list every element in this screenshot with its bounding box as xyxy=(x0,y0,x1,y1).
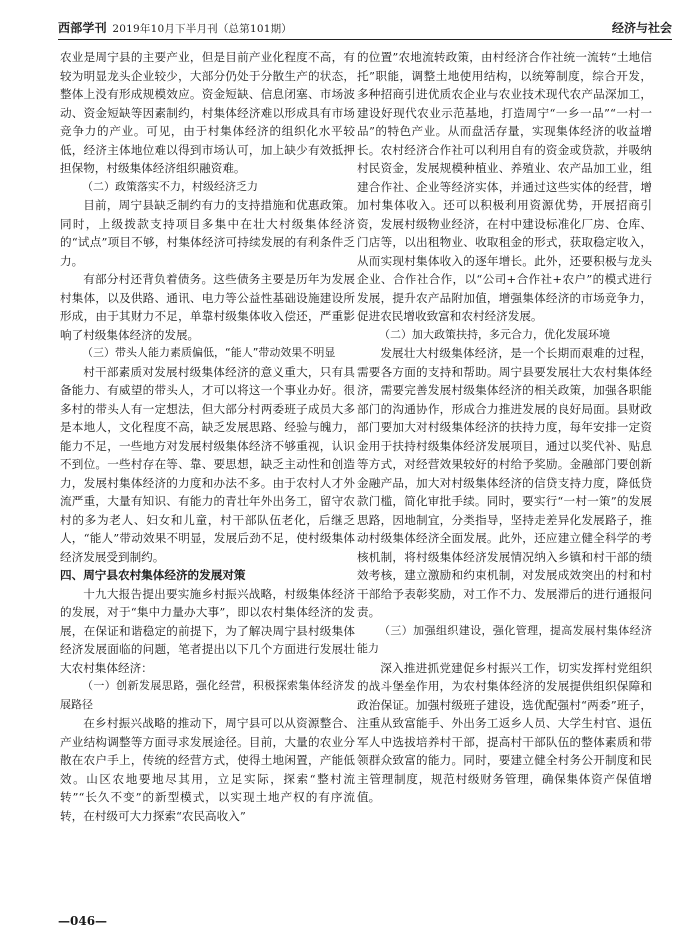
journal-masthead xyxy=(58,19,292,36)
body-paragraph: 深入推进抓党建促乡村振兴工作，切实发挥村党组织的战斗堡垒作用，为农村集体经济的发展提供组织保障和政治保证。加强村级班子建设，选优配强村“两委”班子，注重从致富能手、外出务工返乡人员、大学生村官、退伍军人中选拔培养村干部，提高村干部队伍的整体素质和带领群众致富的能力。同时，要建立健全村务公开制度和民主管理制度，规范村级财务管理，确保集体资产保值增值。 xyxy=(357,660,652,804)
section-heading: （三）带头人能力素质偏低，“能人”带动效果不明显 xyxy=(82,346,336,359)
body-paragraph: 十九大报告提出要实施乡村振兴战略，村级集体经济的发展，对于“集中力量办大事”，即以农村集体经济的发展，在保证和谐稳定的前提下，为了解决周宁县村级集体经济发展面临的问题，笔者提出以下几个方面进行发展壮大农村集体经济： xyxy=(60,586,355,675)
body-paragraph: 农业是周宁县的主要产业，但是目前产业化程度不高，有较为明显龙头企业较少，大部分仍处于分散生产的状态，整体上没有形成规模效应。资金短缺、信息闭塞、市场波动、资金短缺等因素制约，村集体经济难以形成具有市场竞争力的产业。可见，由于村集体经济的组织化水平较低，经济主体地位难以得到市场认可，加上缺少有效抵押担保物，村级集体经济组织融资难。 xyxy=(60,50,355,175)
body-paragraph: 村干部素质对发展村级集体经济的意义重大，只有具备能力、有威望的带头人，才可以将这一个事业办好。很多村的带头人有一定想法，但大部分村两委班子成员大多是本地人，文化程度不高，缺乏发展思路、经验与魄力，能力不足，一些地方对发展村级集体经济不够重视，认识不到位。一些村存在等、靠、要思想，缺乏主动性和创造力，发展村集体经济的力度和办法不多。由于农村人才外流严重，大量有知识、有能力的青壮年外出务工，留守农村的多为老人、妇女和儿童，村干部队伍老化，后继乏人，“能人”带动效果不明显，发展后劲不足，使村级集体经济发展受到制约。 xyxy=(60,364,355,564)
page-header xyxy=(58,14,672,40)
body-paragraph: 发展壮大村级集体经济，是一个长期而艰难的过程，需要各方面的支持和帮助。周宁县要发展壮大农村集体经济，需要完善发展村级集体经济的相关政策，加强各职能部门的沟通协作，形成合力推进发展的良好局面。县财政部门要加大对村级集体经济的扶持力度，每年安排一定资金用于扶持村级集体经济发展项目，通过以奖代补、贴息等方式，对经营效果较好的村给予奖励。金融部门要创新金融产品，加大对村级集体经济的信贷支持力度，降低贷款门槛，简化审批手续。同时，要实行“一村一策”的发展思路，因地制宜，分类指导，坚持走差异化发展路子，推动村级集体经济全面发展。此外，还应建立健全科学的考核机制，将村级集体经济发展情况纳入乡镇和村干部的绩效考核，建立激励和约束机制，对发展成效突出的村和村干部给予表彰奖励，对工作不力、发展滞后的进行通报问责。 xyxy=(357,346,652,619)
section-heading: （三）加强组织建设，强化管理，提高发展村集体经济能力 xyxy=(357,623,652,655)
section-heading: 四、周宁县农村集体经济的发展对策 xyxy=(60,568,246,582)
page-number: —046— xyxy=(58,914,108,928)
body-paragraph: 在乡村振兴战略的推动下，周宁县可以从资源整合、产业结构调整等方面寻求发展途径。目前，大量的农业分散在农户手上，传统的经营方式，使得土地闲置，产能低效。山区农地要地尽其用，立足实际，探索“整村流转”“长久不变”的新型模式，以实现土地产权的有序流转，在村级可大力探索“农民高收入” xyxy=(60,716,355,823)
body-paragraph: 有部分村还背负着债务。这些债务主要是历年为发展村集体，以及供路、通讯、电力等公益性基础设施建设所形成，由于其财力不足，单靠村级集体收入偿还，严重影响了村级集体经济的发展。 xyxy=(60,272,355,342)
section-heading: （二）加大政策扶持，多元合力，优化发展环境 xyxy=(379,327,610,341)
section-title: 经济与社会 xyxy=(611,21,672,35)
body-paragraph: 目前，周宁县缺乏制约有力的支持措施和优惠政策。同时，上级拨款支持项目多集中在壮大村级集体经济的“试点”项目不够，村集体经济可持续发展的有利条件乏力。 xyxy=(60,198,355,268)
journal-logo: 西部学刊 xyxy=(58,21,107,35)
section-heading: （一）创新发展思路，强化经营，积极探索集体经济发展路径 xyxy=(60,679,355,711)
issue-info: 2019年10月下半月刊（总第101期） xyxy=(112,23,292,35)
section-heading: （二）政策落实不力，村级经济乏力 xyxy=(82,179,258,193)
right-column xyxy=(357,48,652,807)
left-column xyxy=(60,48,355,825)
body-paragraph: 的位置”农地流转政策，由村经济合作社统一流转“土地信托”职能，调整土地使用结构，以统筹制度，综合开发，多种招商引进优质农企业与农业技术现代农产品深加工，建设好现代农业示范基地，打造周宁“一乡一品”“一村一品”的特色产业。从而盘活存量，实现集体经济的收益增长。农村经济合作社可以利用自有的资金或贷款，并吸纳村民资金，发展规模种植业、养殖业、农产品加工业，组建合作社、企业等经济实体，并通过这些实体的经营，增加村集体收入。还可以积极利用资源优势，开展招商引资，发展村级物业经济，在村中建设标准化厂房、仓库、门店等，以出租物业、收取租金的形式，获取稳定收入，从而实现村集体收入的逐年增长。此外，还要积极与龙头企业、合作社合作，以“公司+合作社+农户”的模式进行发展，提升农产品附加值，增强集体经济的市场竞争力，促进农民增收致富和农村经济发展。 xyxy=(357,50,652,323)
